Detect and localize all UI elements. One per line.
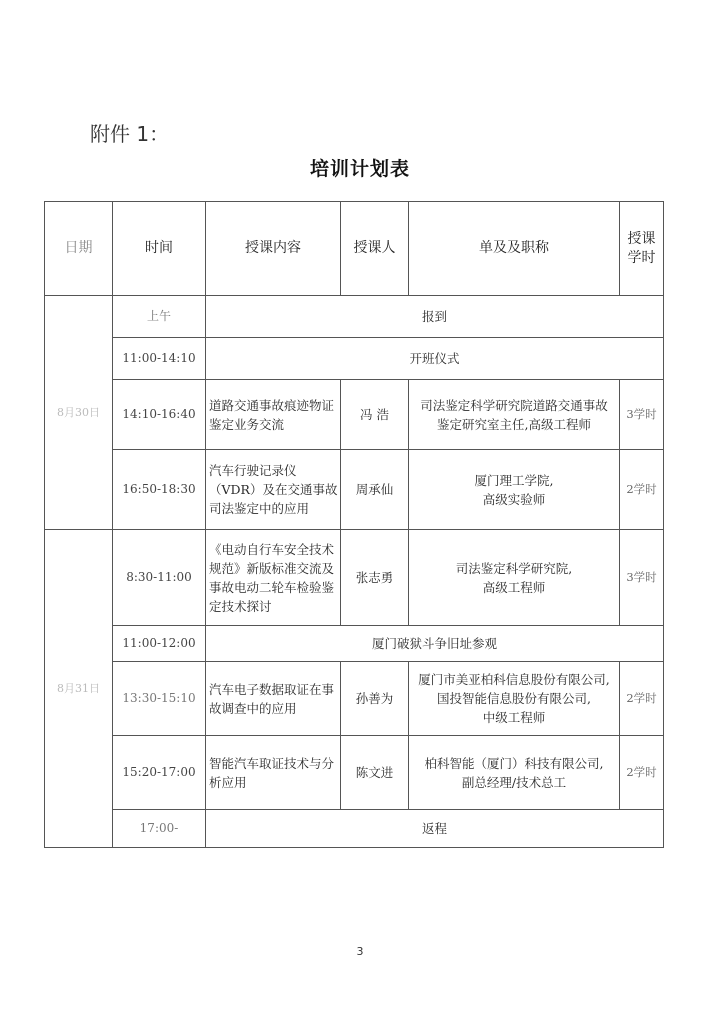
org-line: 副总经理/技术总工 [461, 774, 567, 790]
lecturer-cell: 冯 浩 [341, 380, 409, 450]
event-cell: 开班仪式 [206, 338, 664, 380]
content-cell: 汽车电子数据取证在事故调查中的应用 [206, 662, 341, 736]
header-date: 日期 [45, 202, 113, 296]
table-row [45, 662, 664, 736]
org-line: 中级工程师 [482, 710, 546, 725]
event-cell: 报到 [206, 296, 664, 338]
event-cell: 厦门破狱斗争旧址参观 [206, 626, 664, 662]
org-cell [409, 380, 620, 450]
org-cell [409, 662, 620, 736]
org-cell [409, 530, 620, 626]
lecturer-cell: 周承仙 [341, 450, 409, 530]
document-title: 培训计划表 [309, 158, 410, 180]
time-cell: 11:00-14:10 [113, 338, 206, 380]
content-cell: 《电动自行车安全技术规范》新版标准交流及事故电动二轮车检验鉴定技术探讨 [206, 530, 341, 626]
hours-cell: 2学时 [620, 450, 664, 530]
content-cell: 道路交通事故痕迹物证鉴定业务交流 [206, 380, 341, 450]
content-cell: 汽车行驶记录仪（VDR）及在交通事故司法鉴定中的应用 [206, 450, 341, 530]
time-cell: 13:30-15:10 [113, 662, 206, 736]
time-cell: 上午 [113, 296, 206, 338]
time-cell: 15:20-17:00 [113, 736, 206, 810]
table-row [45, 736, 664, 810]
content-cell: 智能汽车取证技术与分析应用 [206, 736, 341, 810]
hours-cell: 3学时 [620, 380, 664, 450]
time-cell: 8:30-11:00 [113, 530, 206, 626]
table-row [45, 810, 664, 848]
hours-cell: 3学时 [620, 530, 664, 626]
training-schedule-table [44, 201, 664, 848]
table-row [45, 380, 664, 450]
table-row [45, 626, 664, 662]
org-line: 柏科智能（厦门）科技有限公司, [424, 755, 604, 771]
org-line: 高级实验师 [482, 491, 546, 507]
page-number: 3 [356, 945, 364, 958]
header-hours: 授课学时 [620, 202, 664, 296]
org-line: 厦门市美亚柏科信息股份有限公司, [418, 672, 610, 687]
hours-cell: 2学时 [620, 736, 664, 810]
org-line: 司法鉴定科学研究院, [455, 560, 573, 576]
header-org: 单及及职称 [409, 202, 620, 296]
date-cell-day1: 8月30日 [45, 296, 113, 530]
attachment-label: 附件 1： [90, 122, 170, 146]
org-line: 高级工程师 [482, 579, 546, 595]
time-cell: 11:00-12:00 [113, 626, 206, 662]
header-time: 时间 [113, 202, 206, 296]
table-row [45, 296, 664, 338]
org-cell [409, 736, 620, 810]
date-cell-day2: 8月31日 [45, 530, 113, 848]
lecturer-cell: 陈文进 [341, 736, 409, 810]
time-cell: 16:50-18:30 [113, 450, 206, 530]
org-cell [409, 450, 620, 530]
hours-cell: 2学时 [620, 662, 664, 736]
org-line: 司法鉴定科学研究院道路交通事故 [420, 397, 608, 413]
table-row [45, 530, 664, 626]
time-cell: 14:10-16:40 [113, 380, 206, 450]
time-cell: 17:00- [113, 810, 206, 848]
table-row [45, 338, 664, 380]
lecturer-cell: 张志勇 [341, 530, 409, 626]
header-content: 授课内容 [206, 202, 341, 296]
header-lecturer: 授课人 [341, 202, 409, 296]
header-row [45, 202, 664, 296]
event-cell: 返程 [206, 810, 664, 848]
org-line: 鉴定研究室主任,高级工程师 [437, 416, 591, 432]
table-row [45, 450, 664, 530]
lecturer-cell: 孙善为 [341, 662, 409, 736]
org-line: 厦门理工学院, [474, 472, 554, 488]
org-line: 国投智能信息股份有限公司, [437, 691, 591, 706]
